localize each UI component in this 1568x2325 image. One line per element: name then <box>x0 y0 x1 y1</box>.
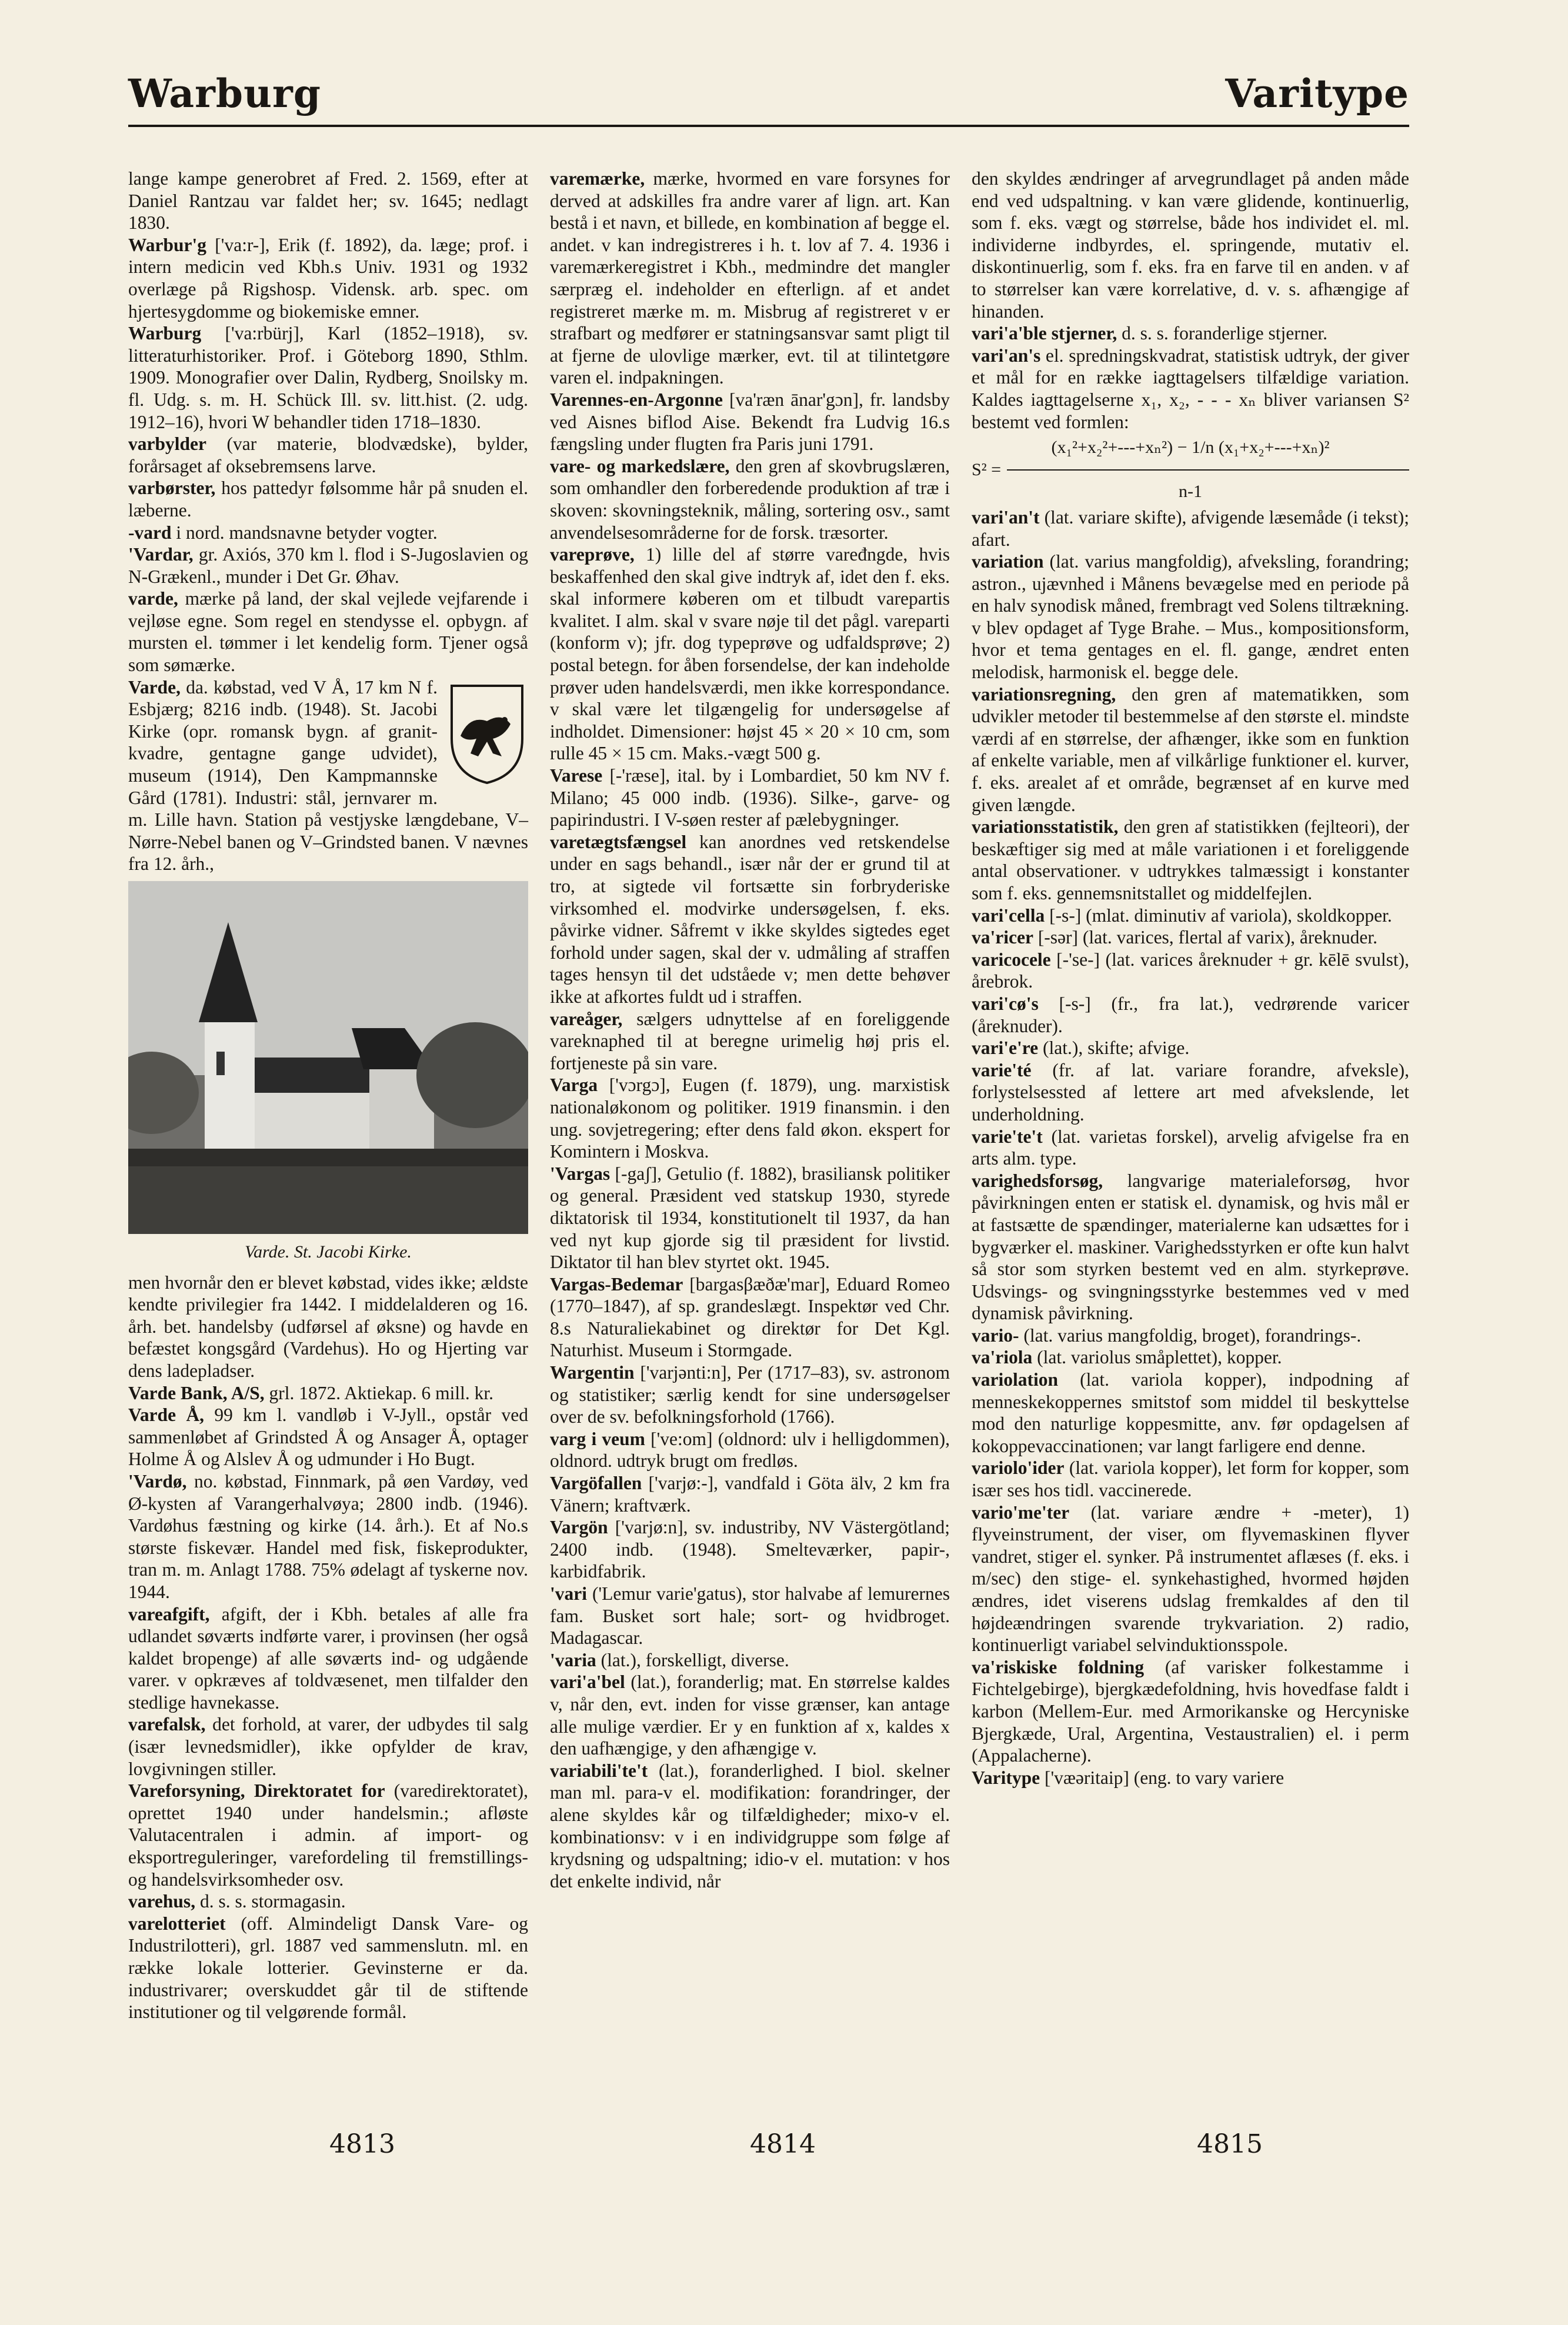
dictionary-entry <box>550 1163 950 1273</box>
dictionary-entry <box>128 1382 528 1405</box>
definition: langvarige materialeforsøg, hvor påvirkningen enten er statisk el. dynamisk, og hvis mål er at fastsætte de spændinger, materialerne kan udsættes for i bygværker el. maskiner. Varighedsstyrken er ofte kun halvt så stor som styrken bestemt ved en alm. styrkeprøve. Udsvings- og svingningsstyrke bestemmes ved v med dynamisk påvirkning. <box>972 1170 1409 1324</box>
dictionary-entry <box>972 905 1409 927</box>
dictionary-entry <box>972 1037 1409 1059</box>
church-photo <box>128 881 528 1234</box>
dictionary-entry <box>972 1457 1409 1501</box>
dictionary-entry <box>128 676 528 875</box>
column-1 <box>128 168 528 2023</box>
dictionary-entry <box>128 477 528 521</box>
headword: vari'a'bel <box>550 1672 625 1693</box>
definition: (lat. variare ændre + -meter), 1) flyveinstrument, der viser, om flyvemaskinen flyver vandret, stiger el. synker. På instrumentet aflæses (f. eks. i m/sec) den stige- el. synkehastighed, hvormed højden ændres, idet viserens udslag fremkaldes af den til højdeændringen svarende trykvariation. 2) radio, kontinuerligt variabel selvinduktionsspole. <box>972 1502 1409 1656</box>
headword: -vard <box>128 522 172 543</box>
definition: (lat.), forskelligt, diverse. <box>596 1649 789 1670</box>
definition: ['va:r-], Erik (f. 1892), da. læge; prof. i intern medicin ved Kbh.s Univ. 1931 og 1932 overlæge på Rigshosp. Vidensk. arb. spec. om hjertesygdomme og biokemiske emner. <box>128 234 528 322</box>
headword: Vareforsyning, Direktoratet for <box>128 1780 385 1802</box>
dictionary-entry <box>972 1656 1409 1767</box>
dictionary-entry <box>972 1170 1409 1325</box>
page-number-middle: 4814 <box>750 2129 816 2159</box>
dictionary-entry <box>550 765 950 831</box>
headword: vari'cø's <box>972 993 1039 1014</box>
formula-denominator: n-1 <box>1179 482 1202 502</box>
definition: ['ve:om] (oldnord: ulv i helligdommen), oldnord. udtryk brugt om fredløs. <box>550 1428 950 1472</box>
definition: ['varjø:n], sv. industriby, NV Västergötland; 2400 indb. (1948). Smelteværker, papir-, karbidfabrik. <box>550 1517 950 1582</box>
headword: variationsregning, <box>972 683 1116 705</box>
dictionary-entry <box>128 168 528 234</box>
dictionary-entry <box>972 926 1409 949</box>
headword: 'varia <box>550 1649 596 1670</box>
definition: grl. 1872. Aktiekap. 6 mill. kr. <box>264 1382 494 1403</box>
definition: [-sər] (lat. varices, flertal af varix), åreknuder. <box>1033 927 1377 948</box>
headword: vareprøve, <box>550 544 635 565</box>
formula-lhs: S² = <box>972 459 1002 479</box>
headword: varehus, <box>128 1891 196 1912</box>
headword: Varde Å, <box>128 1405 205 1426</box>
definition: (lat. variolus småplettet), kopper. <box>1032 1347 1282 1368</box>
headword: varde, <box>128 588 178 609</box>
definition: (lat. variare skifte), afvigende læsemåde (i tekst); afart. <box>972 506 1409 550</box>
headword: va'riola <box>972 1347 1033 1368</box>
dictionary-entry <box>972 551 1409 683</box>
headword: Varese <box>550 765 603 786</box>
dictionary-entry <box>972 322 1409 345</box>
definition: (off. Almindeligt Dansk Vare- og Industrilotteri), grl. 1887 ved sammenslutn. ml. en række lokale lotterier. Gevinsterne er da. industrivarer; overskuddet går til de stiftende institutioner og til velgørende formål. <box>128 1913 528 2023</box>
dictionary-entry <box>128 1272 528 1382</box>
definition: (lat. varius mangfoldig, broget), forandrings-. <box>1019 1325 1362 1346</box>
variance-formula <box>972 436 1409 503</box>
definition: ['va:rbürj], Karl (1852–1918), sv. litteraturhistoriker. Prof. i Göteborg 1890, Sthlm. 1909. Monografier over Dalin, Rydberg, Snoilsky m. fl. Udg. s. m. H. Schück Ill. sv. litt.hist. (2. udg. 1912–16), hvori W behandler tiden 1718–1830. <box>128 323 528 432</box>
definition: (fr. af lat. variare forandre, afveksle), forlystelsessted af lettere art med afvekslende, let underholdning. <box>972 1059 1409 1125</box>
definition: [-gaʃ], Getulio (f. 1882), brasiliansk politiker og general. Præsident ved statskup 1930, styrede diktatorisk til 1934, konstitutionelt til 1937, da han ved nyt kup gjorde sig til præsident for livstid. Diktator til han blev styrtet okt. 1945. <box>550 1163 950 1273</box>
dictionary-entry <box>972 816 1409 904</box>
definition: [-'se-] (lat. varices åreknuder + gr. kēlē svulst), årebrok. <box>972 949 1409 992</box>
headword: vario'me'ter <box>972 1502 1070 1523</box>
definition: gr. Axiós, 370 km l. flod i S-Jugoslavien og N-Grækenl., munder i Det Gr. Øhav. <box>128 544 528 587</box>
dictionary-entry <box>550 1428 950 1472</box>
definition: (lat. varius mangfoldig), afveksling, forandring; astron., ujævnhed i Månens bevægelse med en periode på en halv synodisk måned, frembragt ved Solens tiltrækning. v blev opdaget af Tyge Brahe. – Mus., kompositionsform, hvor et tema gentages en el. fl. gange, ændret enten melodisk, harmonisk el. begge dele. <box>972 551 1409 683</box>
definition: mærke på land, der skal vejlede vejfarende i vejløse egne. Som regel en stendysse el. opbygn. af mursten el. tømmer i let kendelig form. Tjener også som sømærke. <box>128 588 528 676</box>
dictionary-entry <box>972 1767 1409 1789</box>
headword: Varitype <box>972 1767 1040 1788</box>
definition: (varedirektoratet), oprettet 1940 under handelsmin.; afløste Valutacentralen i admin. af import- og eksportreguleringer, varefordeling til fremstillings- og handelsvirksomheder osv. <box>128 1780 528 1890</box>
dictionary-entry <box>128 522 528 544</box>
headword: varie'te't <box>972 1126 1043 1147</box>
headword: varie'té <box>972 1059 1032 1080</box>
dictionary-entry <box>128 1603 528 1714</box>
dictionary-entry <box>550 1583 950 1649</box>
headword: variabili'te't <box>550 1760 648 1781</box>
definition: ('Lemur varie'gatus), stor halvabe af lemurernes fam. Busket sort hale; sort- og hvidbroget. Madagascar. <box>550 1583 950 1649</box>
headword: 'Vardø, <box>128 1470 187 1492</box>
headword: varelotteriet <box>128 1913 226 1934</box>
running-head-left: Warburg <box>128 71 321 116</box>
dictionary-entry <box>550 1516 950 1583</box>
definition: den skyldes ændringer af arvegrundlaget på anden måde end ved udspaltning. v kan være glidende, kontinuerlig, som f. eks. vægt og størrelse, både hos individet el. ml. individerne indbyrdes, el. springende, mutativ el. diskontinuerlig, som f. eks. fra en farve til en anden. v af to størrelser kan være korrelative, d. v. s. afhængige af hinanden. <box>972 168 1409 322</box>
headword: vari'cella <box>972 905 1045 926</box>
headword: va'ricer <box>972 927 1033 948</box>
definition: da. købstad, ved V Å, 17 km N f. Esbjærg; 8216 indb. (1948). St. Jacobi Kirke (opr. romansk bygn. af granit-kvadre, gentagne gange udvidet), museum (1914), Den Kampmannske Gård (1781). Industri: stål, jernvarer m. m. Lille havn. Station på vestjyske længdebane, V–Nørre-Nebel banen og V–Grindsted banen. V nævnes fra 12. årh., <box>128 676 528 875</box>
dictionary-entry <box>972 949 1409 993</box>
definition: men hvornår den er blevet købstad, vides ikke; ældste kendte privilegier fra 1442. I middelalderen og 16. årh. bet. handelsby (udførsel af øksne) og havde en befæstet kongsgård (Vardehus). Ho og Hjerting var dens ladepladser. <box>128 1272 528 1381</box>
headword: vareåger, <box>550 1008 623 1029</box>
headword: Vargöfallen <box>550 1473 642 1494</box>
headword: Varga <box>550 1075 598 1096</box>
definition: [-s-] (mlat. diminutiv af variola), skoldkopper. <box>1045 905 1392 926</box>
definition: 1) lille del af større vaređngde, hvis beskaffenhed den skal give indtryk af, idet den f. eks. skal informere køberen om et tilbudt varepartis kvalitet. I alm. skal v svare nøje til det pågl. vareparti (konform v); jfr. dog typeprøve og udfaldsprøve; 2) postal betegn. for åben forsendelse, der kan indeholde prøver uden handelsværdi, men ikke korrespondance. v skal være let tilgængelig for undersøgelse af indholdet. Dimensioner: højst 45 × 20 × 10 cm, som rulle 45 × 15 cm. Maks.-vægt 500 g. <box>550 544 950 764</box>
headword: varetægtsfængsel <box>550 831 687 852</box>
headword: vareafgift, <box>128 1603 210 1625</box>
definition: no. købstad, Finnmark, på øen Vardøy, ved Ø-kysten af Varangerhalvøya; 2800 indb. (1946). Vardøhus fæstning og kirke (14. årh.). Et af No.s største fiskevær. Handel med fisk, fiskeprodukter, tran m. m. Anlagt 1788. 75% ødelagt af tyskerne nov. 1944. <box>128 1470 528 1602</box>
column-3 <box>972 168 1409 1789</box>
definition: d. s. s. stormagasin. <box>195 1891 346 1912</box>
definition: sælgers udnyttelse af en foreliggende vareknaphed til at beregne urimelig høj pris el. fortjeneste på sin vare. <box>550 1008 950 1073</box>
column-2 <box>550 168 950 1892</box>
dictionary-entry <box>128 1913 528 2023</box>
headword: varighedsforsøg, <box>972 1170 1103 1191</box>
headword: Wargentin <box>550 1362 635 1383</box>
headword: varemærke, <box>550 168 645 189</box>
dictionary-entry <box>128 543 528 588</box>
dictionary-entry <box>128 1470 528 1603</box>
definition: (var materie, blodvædske), bylder, forårsaget af oksebremsens larve. <box>128 433 528 476</box>
definition: [bargasβæðæ'mar], Eduard Romeo (1770–1847), af sp. grandeslægt. Inspektør ved Chr. 8.s Naturaliekabinet og direktør for Det Kgl. Naturhist. Museum i Stormgade. <box>550 1273 950 1361</box>
headword: varbylder <box>128 433 206 455</box>
headword: vari'e're <box>972 1038 1039 1059</box>
headword: vari'an's <box>972 345 1041 366</box>
dictionary-entry <box>972 1059 1409 1126</box>
dictionary-entry <box>550 1671 950 1759</box>
dictionary-entry <box>550 1472 950 1516</box>
definition: (lat. varietas forskel), arvelig afvigelse fra en arts alm. type. <box>972 1126 1409 1169</box>
headword: 'vari <box>550 1583 587 1604</box>
definition: (lat. variola kopper), indpodning af menneskekoppernes smitstof som middel til beskyttelse mod den naturlige koppesmitte, anv. før opdagelsen af kokoppevaccinationen; var langt farligere end denne. <box>972 1369 1409 1456</box>
definition: lange kampe generobret af Fred. 2. 1569, efter at Daniel Rantzau var faldet her; sv. 1645; nedlagt 1830. <box>128 168 528 233</box>
headword: varefalsk, <box>128 1714 206 1735</box>
dictionary-entry <box>550 1008 950 1075</box>
headword: variationsstatistik, <box>972 816 1119 838</box>
headword: vari'a'ble stjerner, <box>972 323 1117 344</box>
definition: det forhold, at varer, der udbydes til salg (især levnedsmidler), ikke opfylder de krav, lovgivningen stiller. <box>128 1714 528 1779</box>
definition: [va'ræn ānar'gɔn], fr. landsby ved Aisnes biflod Aise. Bekendt fra Ludvig 16.s fængsling under flugten fra Paris juni 1791. <box>550 389 950 455</box>
headword: variation <box>972 551 1044 572</box>
dictionary-entry <box>972 1325 1409 1347</box>
page-number-right: 4815 <box>1197 2129 1263 2159</box>
headword: Vargön <box>550 1517 608 1538</box>
definition: 99 km l. vandløb i V-Jyll., opstår ved sammenløbet af Grindsted Å og Ansager Å, optager Holme Å og Alslev Å og udmunder i Ho Bugt. <box>128 1405 528 1470</box>
dictionary-entry <box>972 345 1409 433</box>
headword: varg i veum <box>550 1428 645 1449</box>
definition: (lat.), foranderlighed. I biol. skelner man ml. para-v el. modifikation: forandringer, der alene skyldes kår og tilfældigheder; mixo-v el. kombinationsv: v i en individgruppe som følge af krydsning og udspaltning; idio-v el. mutation: v hos det enkelte individ, når <box>550 1760 950 1892</box>
dictionary-entry <box>128 1890 528 1913</box>
headword: Warburg <box>128 323 202 344</box>
dictionary-entry <box>128 322 528 433</box>
dictionary-entry <box>972 993 1409 1037</box>
photo-block <box>128 881 528 1263</box>
headword: vario- <box>972 1325 1019 1346</box>
definition: ['varjø:-], vandfald i Göta älv, 2 km fra Vänern; kraftværk. <box>550 1473 950 1516</box>
dictionary-entry <box>972 1502 1409 1656</box>
dictionary-entry <box>128 1404 528 1470</box>
dictionary-entry <box>128 1713 528 1780</box>
definition: ['vɔrgɔ], Eugen (f. 1879), ung. marxistisk nationaløkonom og politiker. 1919 finansmin. i den ung. sovjetregering; efter dens fald økon. ekspert for Komintern i Moskva. <box>550 1075 950 1162</box>
fraction-bar <box>1007 469 1409 471</box>
definition: d. s. s. foranderlige stjerner. <box>1117 323 1328 344</box>
running-head-right: Varitype <box>1225 71 1409 116</box>
definition: hos pattedyr følsomme hår på snuden el. læberne. <box>128 478 528 521</box>
headword: Varennes-en-Argonne <box>550 389 723 410</box>
definition: afgift, der i Kbh. betales af alle fra udlandet søværts indførte varer, i provinsen (her også kaldet bropenge) af alle søværts ind- og udgående varer. v opkræves af toldvæsenet, men tilfalder den stedlige havnekasse. <box>128 1603 528 1713</box>
dictionary-entry <box>550 831 950 1008</box>
varde-coat-of-arms <box>446 680 528 786</box>
headword: variolo'ider <box>972 1457 1065 1479</box>
definition: (lat.), foranderlig; mat. En størrelse kaldes v, når den, evt. inden for visse grænser, kan antage alle mulige værdier. Er y en funktion af x, kaldes x den uafhængige, y den afhængige v. <box>550 1672 950 1759</box>
dictionary-entry <box>972 683 1409 816</box>
headword: varbørster, <box>128 478 216 499</box>
dictionary-entry <box>550 455 950 543</box>
dictionary-entry <box>972 506 1409 551</box>
definition: den gren af matematikken, som udvikler metoder til bestemmelse af den største el. mindste værdi af en størrelse, der afhænger, ikke som en funktion af enkelte variable, men af vilkårlige funktioner el. kurver, f. eks. arealet af et område, begrænset af en kurve med given længde. <box>972 683 1409 815</box>
definition: ['væəritaip] (eng. to vary variere <box>1040 1767 1285 1788</box>
headword: Warbur'g <box>128 234 207 255</box>
dictionary-entry <box>128 1780 528 1890</box>
dictionary-entry <box>550 1362 950 1428</box>
headword: Varde Bank, A/S, <box>128 1382 265 1403</box>
definition: (lat. variola kopper), let form for kopper, som især ses hos tidl. vaccinerede. <box>972 1457 1409 1501</box>
headword: 'Vardar, <box>128 544 194 565</box>
dictionary-entry <box>972 1346 1409 1369</box>
definition: el. spredningskvadrat, statistisk udtryk, der giver et mål for en række iagttagelsers tilfældige variation. Kaldes iagttagelserne x₁, x₂, - - - xₙ bliver variansen S² bestemt ved formlen: <box>972 345 1409 432</box>
definition: ['varjənti:n], Per (1717–83), sv. astronom og statistiker; særlig kendt for sine undersøgelser over de sv. befolkningsforhold (1766). <box>550 1362 950 1427</box>
headword: varicocele <box>972 949 1051 970</box>
dictionary-entry <box>550 1074 950 1162</box>
dictionary-entry <box>128 588 528 676</box>
dictionary-entry <box>550 543 950 765</box>
dictionary-entry <box>128 433 528 477</box>
headword: Vargas-Bedemar <box>550 1273 683 1295</box>
definition: den gren af statistikken (fejlteori), der beskæftiger sig med at måle variationen i et foreliggende antal observationer. v udtrykkes talmæssigt i konstanter som f. eks. gennemsnitstallet og middelfejlen. <box>972 816 1409 903</box>
definition: [-'ræse], ital. by i Lombardiet, 50 km NV f. Milano; 45 000 indb. (1936). Silke-, garve- og papirindustri. I V-søen rester af pælebygninger. <box>550 765 950 830</box>
dictionary-entry <box>972 168 1409 322</box>
headword: variolation <box>972 1369 1058 1390</box>
dictionary-entry <box>550 1273 950 1362</box>
headword: vare- og markedslære, <box>550 455 730 476</box>
formula-numerator: (x₁²+x₂²+---+xₙ²) − 1/n (x₁+x₂+---+xₙ)² <box>1051 438 1330 458</box>
dictionary-entry <box>128 234 528 322</box>
definition: den gren af skovbrugslæren, som omhandler den forberedende produktion af træ i skoven: skovningsteknik, måling, sortering osv., samt anvendelsesområderne for de forsk. træsorter. <box>550 455 950 543</box>
dictionary-entry <box>550 389 950 455</box>
dictionary-entry <box>972 1126 1409 1170</box>
headword: 'Vargas <box>550 1163 610 1184</box>
headword: va'riskiske foldning <box>972 1656 1145 1677</box>
definition: kan anordnes ved retskendelse under en sags behandl., især når der er grund til at tro, at sigtede vil fortsætte sin forbryderiske virksomhed el. modvirke undersøgelsen, f. eks. påvirke vidner. Såfremt v ikke skyldes sigtedes eget forhold under sagen, skal der v. udmåling af straffen tages hensyn til det udståede v; men dette behøver ikke at afkortes fuldt ud i straffen. <box>550 831 950 1007</box>
dictionary-entry <box>550 1760 950 1893</box>
dictionary-entry <box>550 1649 950 1672</box>
photo-caption: Varde. St. Jacobi Kirke. <box>245 1242 412 1262</box>
header-rule <box>128 125 1409 127</box>
page-number-left: 4813 <box>329 2129 395 2159</box>
dictionary-entry <box>972 1369 1409 1457</box>
definition: i nord. mandsnavne betyder vogter. <box>171 522 438 543</box>
definition: [-s-] (fr., fra lat.), vedrørende varicer (åreknuder). <box>972 993 1409 1036</box>
headword: vari'an't <box>972 506 1040 528</box>
headword: Varde, <box>128 676 181 698</box>
dictionary-entry <box>550 168 950 389</box>
definition: mærke, hvormed en vare forsynes for derved at adskilles fra andre varer af lign. art. Kan bestå i et navn, et billede, en kombination af begge el. andet. v kan indregistreres i h. t. lov af 7. 4. 1936 i varemærkeregistret i Kbh., medmindre det mangler særpræg el. indeholder en efterlign. af et andet registreret mærke m. m. Misbrug af registreret v er strafbart og medfører er statningsansvar samt pligt til at fjerne de ulovlige mærker, evt. til at tilintetgøre varen el. indpakningen. <box>550 168 950 388</box>
definition: (lat.), skifte; afvige. <box>1038 1038 1190 1059</box>
definition: (af varisker folkestamme i Fichtelgebirge), bjergkædefoldning, hvis hovedfase faldt i karbon (Mellem-Eur. med Armorikanske og Hercyniske Bjergkæde, Ural, Argentina, Vestaustralien) el. i perm (Appalacherne). <box>972 1656 1409 1766</box>
